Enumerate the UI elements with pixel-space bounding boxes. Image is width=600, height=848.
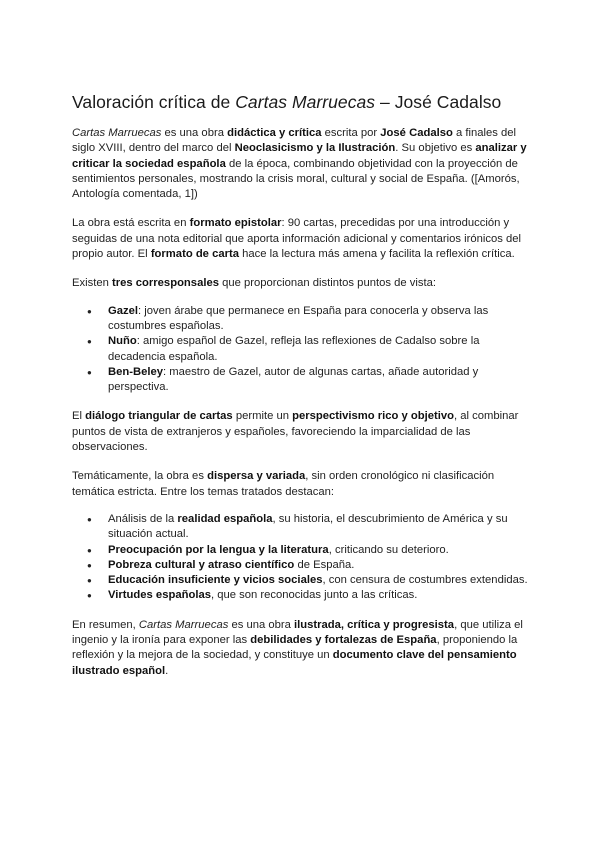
title-suffix: – José Cadalso <box>375 92 502 112</box>
bold-run: perspectivismo rico y objetivo <box>292 410 455 423</box>
correspondents-list <box>72 304 532 396</box>
list-item <box>108 334 532 365</box>
correspondent-name: Ben-Beley <box>108 365 164 378</box>
text-run: La obra está escrita en <box>72 217 190 230</box>
text-run: de la época, combinando objetividad con la proyección de sentimientos personales, mostrando la crisis moral, cultural y social de España. ([Amorós, Antología comentada, 1]) <box>72 157 520 201</box>
list-item <box>108 588 532 603</box>
bold-run: José Cadalso <box>380 127 453 139</box>
bold-run: ilustrada, crítica y progresista <box>294 618 455 631</box>
correspondents-paragraph <box>72 276 532 291</box>
intro-paragraph <box>72 126 532 202</box>
text-run: , con censura de costumbres extendidas. <box>322 574 528 587</box>
list-item <box>108 365 532 396</box>
text-run: de España. <box>294 558 355 571</box>
list-item <box>108 512 532 543</box>
text-run: El <box>72 410 86 423</box>
format-paragraph <box>72 216 532 262</box>
bold-run: tres corresponsales <box>112 277 219 290</box>
list-item <box>108 304 532 335</box>
bold-run: Pobreza cultural y atraso científico <box>108 558 295 571</box>
correspondent-text: : maestro de Gazel, autor de algunas cartas, añade autoridad y perspectiva. <box>108 365 479 394</box>
themes-list <box>72 512 532 604</box>
bold-run: didáctica y crítica <box>227 127 322 139</box>
text-run: a finales del siglo XVIII, dentro del marco del <box>72 127 517 155</box>
correspondent-text: : joven árabe que permanece en España para conocerla y observa las costumbres españolas. <box>108 304 489 332</box>
text-run: permite un <box>232 410 293 423</box>
title-prefix: Valoración crítica de <box>72 92 236 112</box>
list-item <box>108 543 532 558</box>
text-run: que proporcionan distintos puntos de vista: <box>218 277 436 290</box>
summary-paragraph <box>72 618 532 679</box>
bold-run: formato epistolar <box>189 217 282 230</box>
bold-run: dispersa y variada <box>207 470 306 483</box>
work-title: Cartas Marruecas <box>72 127 162 139</box>
bold-run: debilidades y fortalezas de España <box>250 634 437 647</box>
text-run: , que utiliza el ingenio y la ironía para exponer las <box>72 618 523 647</box>
text-run: , criticando su deterioro. <box>328 543 449 556</box>
bold-run: realidad española <box>177 512 273 525</box>
correspondent-name: Nuño <box>108 335 137 348</box>
correspondent-text: : amigo español de Gazel, refleja las reflexiones de Cadalso sobre la decadencia española. <box>108 335 480 363</box>
list-item <box>108 573 532 588</box>
title-work: Cartas Marruecas <box>235 92 376 112</box>
bold-run: formato de carta <box>150 248 239 261</box>
text-run: escrita por <box>321 127 381 139</box>
document-title <box>72 92 501 113</box>
bold-run: diálogo triangular de cartas <box>85 410 233 423</box>
text-run: En resumen, <box>72 618 139 631</box>
themes-paragraph <box>72 469 532 500</box>
text-run: , al combinar puntos de vista de extranjeros y españoles, favoreciendo la imparcialidad de las observaciones. <box>72 410 519 454</box>
text-run: . <box>165 664 169 677</box>
text-run: hace la lectura más amena y facilita la reflexión crítica. <box>238 248 515 261</box>
work-title: Cartas Marruecas <box>138 618 229 631</box>
dialogue-paragraph <box>72 409 532 455</box>
text-run: , proponiendo la reflexión y la mejora de la sociedad, y constituye un <box>72 634 518 662</box>
document-body <box>72 126 532 679</box>
text-run: : 90 cartas, precedidas por una introducción y seguidas de una nota editorial que aporta información adicional y comentarios irónicos del propio autor. El <box>72 217 522 261</box>
text-run: es una obra <box>228 618 294 631</box>
correspondent-name: Gazel <box>108 304 139 317</box>
text-run: , su historia, el descubrimiento de América y su situación actual. <box>108 512 508 541</box>
text-run: Temáticamente, la obra es <box>72 470 208 483</box>
text-run: , que son reconocidas junto a las críticas. <box>210 589 418 602</box>
bold-run: Preocupación por la lengua y la literatura <box>108 543 329 556</box>
text-run: es una obra <box>161 127 228 139</box>
text-run: Existen <box>72 277 113 290</box>
text-run: , sin orden cronológico ni clasificación temática estricta. Entre los temas tratados destacan: <box>72 470 495 498</box>
bold-run: documento clave del pensamiento ilustrado español <box>72 649 517 677</box>
bold-run: Educación insuficiente y vicios sociales <box>108 574 323 587</box>
bold-run: Neoclasicismo y la Ilustración <box>234 142 396 155</box>
text-run: . Su objetivo es <box>395 142 476 155</box>
list-item <box>108 558 532 573</box>
text-run: Análisis de la <box>108 512 178 525</box>
bold-run: analizar y criticar la sociedad española <box>72 142 527 170</box>
bold-run: Virtudes españolas <box>108 589 211 602</box>
